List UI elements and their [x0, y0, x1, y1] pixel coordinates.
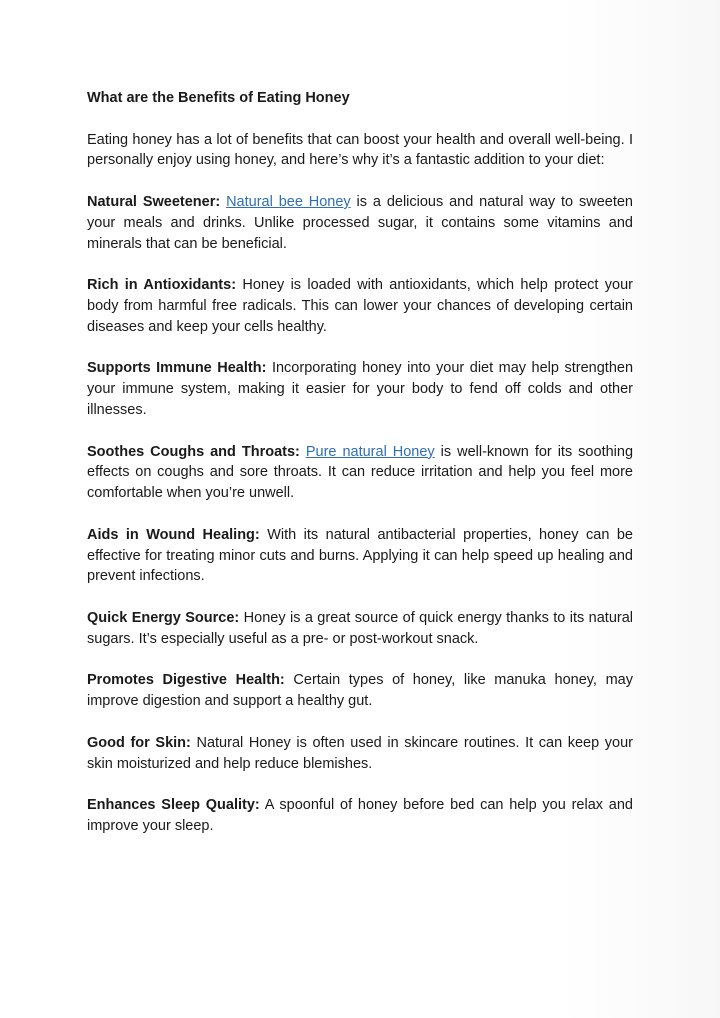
- section-text: Certain types of honey, like manuka honey, may improve digestion and support a healthy gut.: [87, 672, 633, 710]
- intro-paragraph: Eating honey has a lot of benefits that can boost your health and overall well-being. I personally enjoy using honey, and here’s why it’s a fantastic addition to your diet:: [87, 131, 633, 169]
- section-text: Honey is loaded with antioxidants, which help protect your body from harmful free radicals. This can lower your chances of developing certain diseases and keep your cells healthy.: [87, 277, 633, 335]
- section-label: Aids in Wound Healing:: [87, 526, 260, 543]
- document-body: [87, 88, 633, 857]
- section-text: With its natural antibacterial properties, honey can be effective for treating minor cuts and burns. Applying it can help speed up healing and prevent infections.: [87, 526, 633, 585]
- section-natural-sweetener: [87, 192, 633, 254]
- section-good-for-skin: [87, 733, 633, 775]
- section-label: Enhances Sleep Quality:: [87, 797, 260, 814]
- section-label: Soothes Coughs and Throats:: [87, 443, 300, 460]
- section-label: Promotes Digestive Health:: [87, 672, 285, 689]
- pure-natural-honey-link[interactable]: Pure natural Honey: [305, 443, 435, 460]
- section-sleep-quality: [87, 795, 633, 837]
- section-digestive-health: [87, 670, 633, 712]
- section-label: Good for Skin:: [87, 734, 191, 751]
- section-text: is well-known for its soothing effects on coughs and sore throats. It can reduce irritation and help you feel more comfortable when you’re unwell.: [87, 443, 634, 502]
- section-soothes-coughs: [87, 442, 633, 504]
- section-text: A spoonful of honey before bed can help you relax and improve your sleep.: [87, 797, 633, 834]
- section-label: Rich in Antioxidants:: [87, 277, 237, 294]
- section-text: Honey is a great source of quick energy thanks to its natural sugars. It’s especially useful as a pre- or post-workout snack.: [87, 609, 634, 647]
- natural-bee-honey-link[interactable]: Natural bee Honey: [226, 193, 351, 210]
- page-title: What are the Benefits of Eating Honey: [87, 90, 350, 106]
- section-text: Natural Honey is often used in skincare routines. It can keep your skin moisturized and help reduce blemishes.: [87, 734, 634, 772]
- section-wound-healing: [87, 525, 633, 587]
- section-text: Incorporating honey into your diet may help strengthen your immune system, making it easier for your body to fend off colds and other illnesses.: [87, 360, 634, 418]
- section-label: Natural Sweetener:: [87, 193, 221, 210]
- section-supports-immune-health: [87, 358, 633, 420]
- section-label: Quick Energy Source:: [87, 609, 240, 626]
- section-rich-in-antioxidants: [87, 275, 633, 337]
- section-text: is a delicious and natural way to sweeten your meals and drinks. Unlike processed sugar, it contains some vitamins and minerals that can be beneficial.: [87, 193, 633, 252]
- section-label: Supports Immune Health:: [87, 360, 267, 377]
- section-quick-energy: [87, 608, 633, 650]
